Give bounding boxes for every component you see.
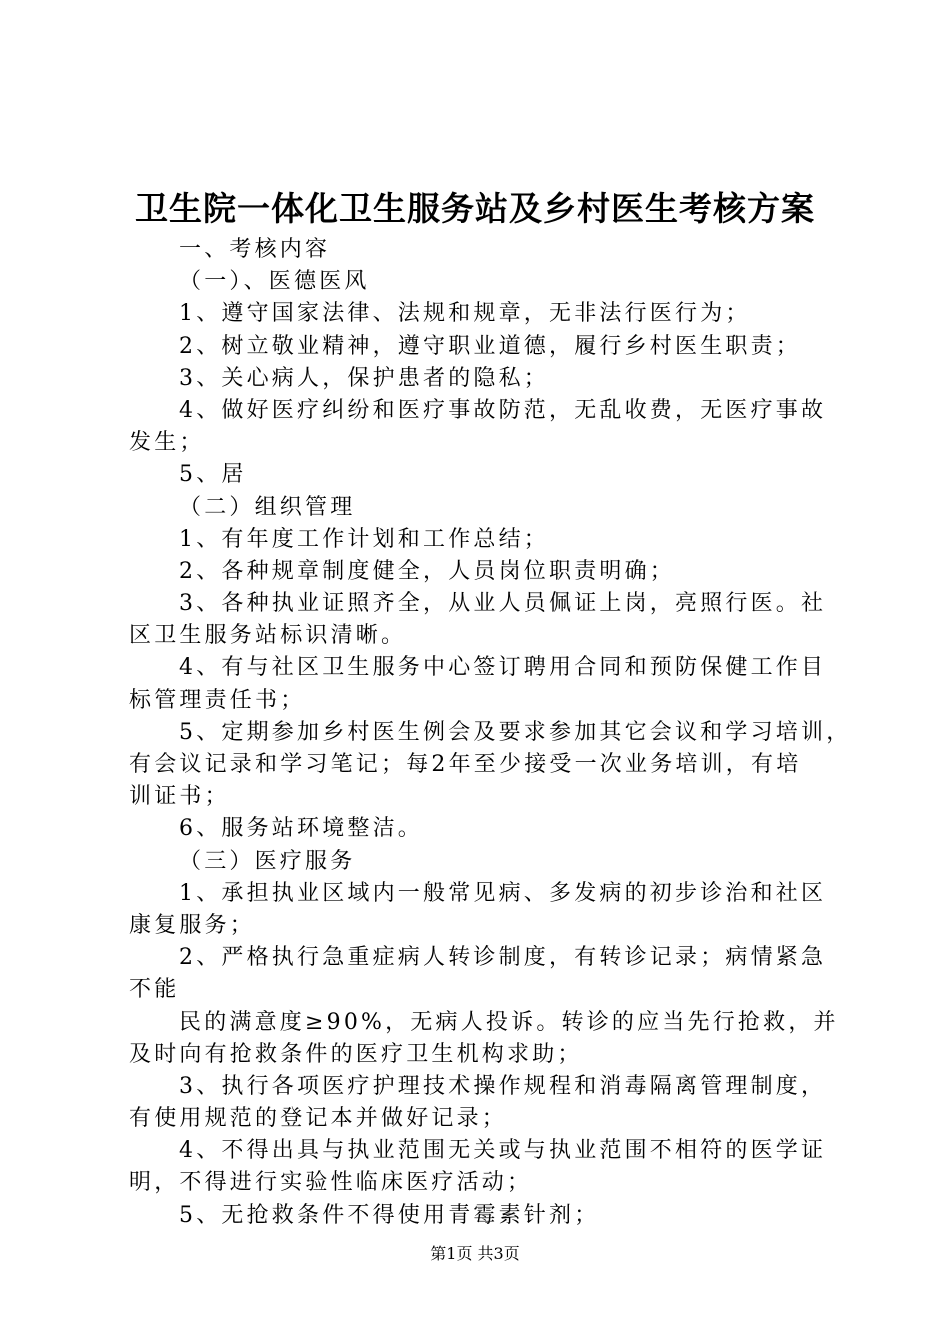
paragraph-line: 5、居 — [179, 462, 247, 488]
paragraph-line: 2、各种规章制度健全，人员岗位职责明确； — [179, 558, 675, 584]
paragraph-line: 3、执行各项医疗护理技术操作规程和消毒隔离管理制度， — [179, 1073, 827, 1099]
paragraph-line: 4、有与社区卫生服务中心签订聘用合同和预防保健工作目 — [179, 655, 827, 681]
paragraph-line: 2、严格执行急重症病人转诊制度，有转诊记录；病情紧急 — [179, 945, 827, 971]
page-number-footer: 第1页 共3页 — [430, 1244, 520, 1263]
paragraph-line: 4、不得出具与执业范围无关或与执业范围不相符的医学证 — [179, 1138, 827, 1164]
paragraph-line: 及时向有抢救条件的医疗卫生机构求助； — [129, 1041, 583, 1067]
document-body — [129, 234, 852, 1232]
paragraph-line: 6、服务站环境整洁。 — [179, 816, 423, 842]
paragraph-line: 5、无抢救条件不得使用青霉素针剂； — [179, 1202, 600, 1228]
paragraph-line: 不能 — [129, 977, 180, 1003]
subsection-heading: （三）医疗服务 — [179, 848, 356, 874]
paragraph-line: 3、各种执业证照齐全，从业人员佩证上岗，亮照行医。社 — [179, 591, 827, 617]
paragraph-line: 5、定期参加乡村医生例会及要求参加其它会议和学习培训， — [179, 719, 852, 745]
paragraph-line: 训证书； — [129, 784, 230, 810]
paragraph-line: 民的满意度≥90%，无病人投诉。转诊的应当先行抢救，并 — [179, 1009, 839, 1035]
paragraph-line: 标管理责任书； — [129, 687, 306, 713]
paragraph-line: 2、树立敬业精神，遵守职业道德，履行乡村医生职责； — [179, 333, 801, 359]
section-heading: 一、考核内容 — [179, 237, 331, 262]
subsection-heading: （二）组织管理 — [179, 494, 356, 520]
paragraph-line: 1、有年度工作计划和工作总结； — [179, 526, 549, 552]
document-title: 卫生院一体化卫生服务站及乡村医生考核方案 — [135, 189, 815, 228]
paragraph-line: 区卫生服务站标识清晰。 — [129, 623, 407, 649]
paragraph-line: 有使用规范的登记本并做好记录； — [129, 1106, 508, 1132]
paragraph-line: 4、做好医疗纠纷和医疗事故防范，无乱收费，无医疗事故 — [179, 397, 827, 423]
paragraph-line: 有会议记录和学习笔记；每2年至少接受一次业务培训，有培 — [129, 752, 802, 777]
paragraph-line: 明，不得进行实验性临床医疗活动； — [129, 1170, 533, 1196]
paragraph-line: 1、承担执业区域内一般常见病、多发病的初步诊治和社区 — [179, 880, 827, 906]
subsection-heading: （一）、医德医风 — [179, 269, 370, 295]
paragraph-line: 1、遵守国家法律、法规和规章，无非法行医行为； — [179, 301, 751, 327]
paragraph-line: 发生； — [129, 430, 205, 456]
paragraph-line: 康复服务； — [129, 912, 256, 938]
paragraph-line: 3、关心病人，保护患者的隐私； — [179, 365, 549, 391]
